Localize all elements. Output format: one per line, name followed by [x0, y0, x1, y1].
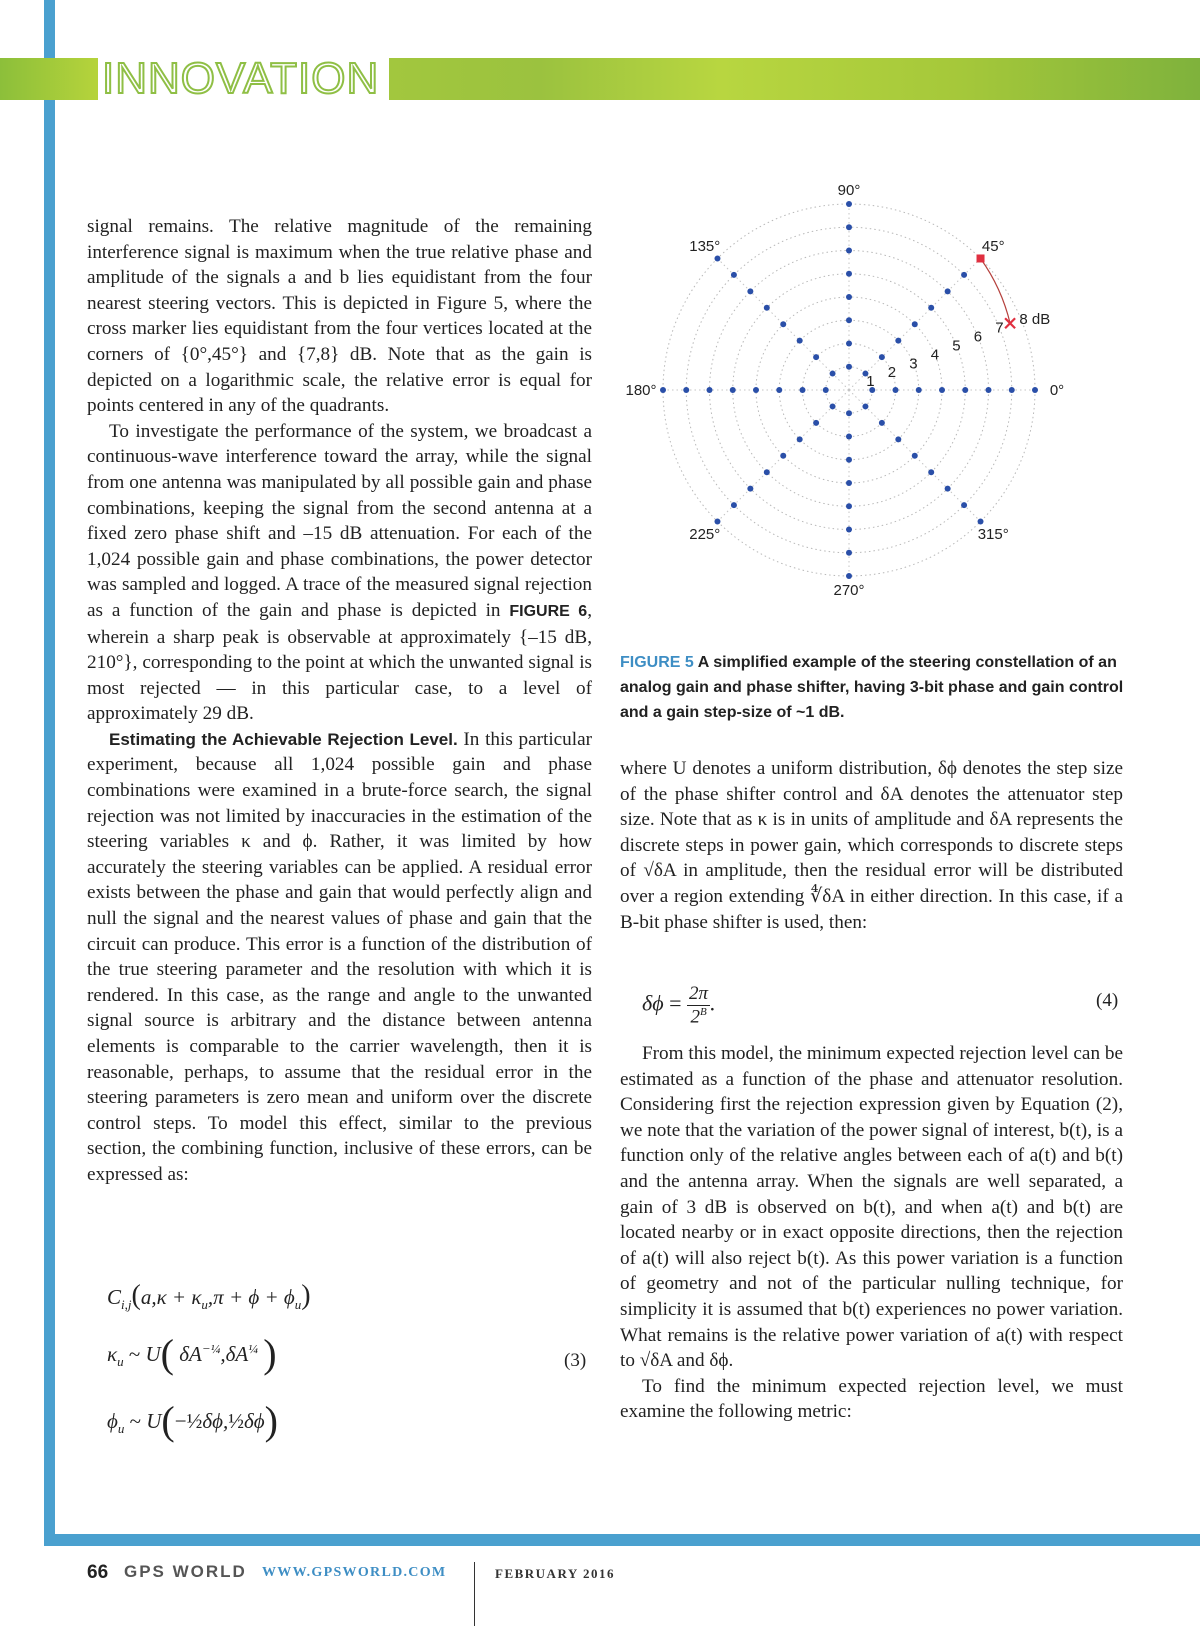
- constellation-point: [846, 224, 852, 230]
- angle-tick-label: 315°: [977, 526, 1009, 544]
- equation-3-line-3: $\phi_u$ ~ U(−½δϕ,½δϕ): [107, 1398, 278, 1443]
- constellation-point: [846, 364, 852, 370]
- constellation-point: [731, 272, 737, 278]
- constellation-point: [912, 321, 918, 327]
- constellation-point: [895, 338, 901, 344]
- radial-tick-label: 5: [952, 337, 961, 355]
- constellation-point: [846, 341, 852, 347]
- polar-constellation-chart: [620, 170, 1100, 630]
- radial-tick-label: 7: [995, 319, 1004, 337]
- angle-tick-label: 180°: [625, 382, 657, 399]
- paragraph: Estimating the Achievable Rejection Level. In this particular experiment, because all 1,024 possible gain and phase combinations were examined in a brute-force search, the signal rejection was not limited by inaccuracies in the estimation of the steering variables κ and ϕ. Rather, it was limited by how accurately the steering variables can be applied. A residual error exists between the phase and gain that would perfectly align and null the signal and the nearest values of phase and gain that the circuit can produce. This error is a function of the distribution of the true steering parameter and the resolution with which it is rendered. In this case, as the range and angle to the unwanted signal source is arbitrary and the distance between antenna elements is comparable to the carrier wavelength, then it is reasonable, perhaps, to assume that the residual error in the steering parameters is zero mean and uniform over the discrete control steps. To model this effect, similar to the previous section, the combining function, inclusive of these errors, can be expressed as:: [87, 728, 593, 1185]
- constellation-point: [780, 321, 786, 327]
- right-column: [620, 756, 1123, 935]
- footer-divider: [474, 1562, 475, 1626]
- paragraph: where U denotes a uniform distribution, δϕ denotes the step size of the phase shifter control and δA denotes the attenuator step size. Note that as κ is in units of amplitude and δA represents the discrete steps in power gain, which corresponds to discrete steps of √δA in amplitude, then the residual error will be distributed over a region extending ∜δA in either direction. In this case, if a B-bit phase shifter is used, then:: [620, 758, 1123, 933]
- highlighted-vertex: [977, 254, 985, 262]
- radial-tick-label: 1: [866, 373, 875, 391]
- constellation-point: [945, 486, 951, 492]
- constellation-point: [939, 387, 945, 393]
- constellation-point: [846, 527, 852, 533]
- constellation-point: [846, 550, 852, 556]
- paragraph: From this model, the minimum expected rejection level can be estimated as a function of the phase and attenuator resolution. Considering first the rejection expression given by Equation (2), we note that the variation of the power signal of interest, b(t), is a function only of the relative angles between each of a(t) and b(t) and the antenna array. When the signals are well separated, a gain of 3 dB is observed on b(t), and when a(t) and b(t) are located nearby or in exact opposite directions, then the rejection of a(t) will also reject b(t). As this power variation is a function of geometry and not of the particular nulling technique, for simplicity it is assumed that b(t) experiences no power variation. What remains is the relative power variation of a(t) with respect to √δA and δϕ.: [620, 1043, 1123, 1372]
- constellation-point: [846, 410, 852, 416]
- radial-tick-label: 2: [887, 364, 897, 382]
- angle-tick-label: 0°: [1049, 382, 1065, 399]
- website-link[interactable]: WWW.GPSWORLD.COM: [262, 1565, 447, 1580]
- radial-tick-label: 6: [973, 328, 983, 346]
- equation-3-line-2: $\kappa_u$ ~ U( $\delta A^{-\frac{1}{4}},\delta A^{\frac{1}{4}}$ ): [107, 1331, 277, 1376]
- constellation-point: [862, 403, 868, 409]
- constellation-point: [846, 457, 852, 463]
- right-column-continued: [620, 1041, 1123, 1425]
- constellation-point: [928, 469, 934, 475]
- figure-reference: FIGURE 6: [509, 602, 588, 620]
- constellation-point: [895, 436, 901, 442]
- equation-4: δϕ = $\frac{2\pi}{2^B}$ .: [642, 983, 716, 1028]
- constellation-point: [797, 436, 803, 442]
- constellation-point: [961, 502, 967, 508]
- constellation-point: [846, 317, 852, 323]
- equation-3-line-1: $C_{i,j}(a,\kappa + \kappa_u,\pi + \phi + \phi_u)$: [107, 1280, 311, 1313]
- constellation-point: [780, 453, 786, 459]
- constellation-point: [978, 519, 984, 525]
- constellation-point: [961, 272, 967, 278]
- constellation-point: [707, 387, 713, 393]
- constellation-point: [928, 305, 934, 311]
- error-arc: [981, 258, 1011, 323]
- constellation-point: [714, 519, 720, 525]
- constellation-point: [846, 573, 852, 579]
- magazine-name: GPS WORLD: [124, 1562, 247, 1581]
- bottom-accent-bar: [44, 1534, 1200, 1546]
- constellation-point: [962, 387, 968, 393]
- constellation-point: [846, 480, 852, 486]
- issue-date: FEBRUARY 2016: [495, 1566, 616, 1581]
- angle-tick-label: 45°: [981, 237, 1005, 255]
- constellation-point: [813, 354, 819, 360]
- radial-tick-label: 4: [930, 346, 940, 364]
- constellation-point: [879, 354, 885, 360]
- figure-caption: FIGURE 5 A simplified example of the steering constellation of an analog gain and phase shifter, having 3-bit phase and gain control and a gain step-size of ~1 dB.: [620, 654, 1124, 721]
- angle-tick-label: 270°: [833, 582, 865, 599]
- angle-tick-label: 90°: [837, 182, 861, 199]
- paragraph: To investigate the performance of the system, we broadcast a continuous-wave interference toward the array, while the signal from one antenna was manipulated by all possible gain and phase combinations, keeping the signal from the second antenna at a fixed zero phase shift and –15 dB attenuation. For each of the 1,024 possible gain and phase combinations, the power detector was sampled and logged. A trace of the measured signal rejection as a function of the gain and phase is depicted in FIGURE 6, wherein a sharp peak is observable at approximately {–15 dB, 210°}, corresponding to the point at which the unwanted signal is most rejected — in this particular case, to a level of approximately 29 dB.: [87, 420, 592, 725]
- constellation-point: [846, 434, 852, 440]
- constellation-point: [986, 387, 992, 393]
- constellation-point: [893, 387, 899, 393]
- constellation-point: [776, 387, 782, 393]
- run-in-heading: Estimating the Achievable Rejection Level.: [109, 729, 458, 749]
- constellation-point: [764, 469, 770, 475]
- constellation-point: [753, 387, 759, 393]
- constellation-point: [823, 387, 829, 393]
- constellation-point: [1032, 387, 1038, 393]
- constellation-point: [747, 288, 753, 294]
- constellation-point: [730, 387, 736, 393]
- constellation-point: [830, 371, 836, 377]
- figure-label: FIGURE 5: [620, 654, 694, 671]
- constellation-point: [912, 453, 918, 459]
- constellation-point: [683, 387, 689, 393]
- constellation-point: [916, 387, 922, 393]
- constellation-point: [830, 403, 836, 409]
- constellation-point: [846, 201, 852, 207]
- equation-3-number: (3): [564, 1350, 587, 1371]
- constellation-point: [879, 420, 885, 426]
- angle-tick-label: 135°: [689, 237, 721, 255]
- paragraph: signal remains. The relative magnitude of the remaining interference signal is maximum when the true relative phase and amplitude of the signals a and b lies equidistant from the four nearest steering vectors. This is depicted in Figure 5, where the cross marker lies equidistant from the four vertices located at the corners of {0°,45°} and {7,8} dB. Note that as the gain is depicted on a logarithmic scale, the relative error is equal for points centered in any of the quadrants.: [87, 216, 592, 417]
- section-title: INNOVATION: [98, 58, 389, 100]
- left-accent-bar: [44, 0, 55, 1546]
- constellation-point: [945, 288, 951, 294]
- equation-4-number: (4): [1096, 990, 1119, 1011]
- constellation-point: [813, 420, 819, 426]
- constellation-point: [731, 502, 737, 508]
- constellation-point: [747, 486, 753, 492]
- radial-tick-label: 3: [909, 355, 918, 373]
- constellation-point: [797, 338, 803, 344]
- paragraph: To find the minimum expected rejection level, we must examine the following metric:: [620, 1375, 1123, 1423]
- page-number: 66: [87, 1562, 109, 1583]
- constellation-point: [846, 503, 852, 509]
- constellation-point: [660, 387, 666, 393]
- constellation-point: [846, 248, 852, 254]
- constellation-point: [714, 255, 720, 261]
- constellation-point: [764, 305, 770, 311]
- angle-tick-label: 225°: [689, 526, 721, 544]
- radial-tick-label: 8 dB: [1019, 310, 1051, 328]
- constellation-point: [846, 294, 852, 300]
- constellation-point: [800, 387, 806, 393]
- constellation-point: [846, 271, 852, 277]
- left-column: [87, 214, 592, 1188]
- constellation-point: [1009, 387, 1015, 393]
